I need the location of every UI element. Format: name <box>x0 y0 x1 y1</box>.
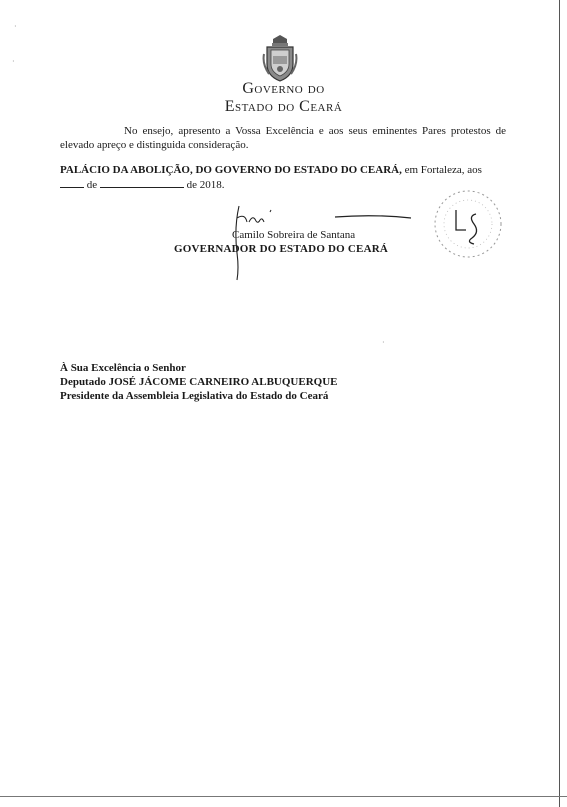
scan-edge-right <box>559 0 560 807</box>
scan-edge-bottom <box>0 796 567 797</box>
addressee-salutation: À Sua Excelência o Senhor <box>60 362 186 374</box>
day-blank <box>60 178 84 188</box>
government-header <box>0 80 567 116</box>
protocol-stamp <box>424 186 508 266</box>
scan-speck: · <box>12 57 15 66</box>
year-text: de 2018. <box>186 179 225 191</box>
addressee-block <box>60 361 337 403</box>
addressee-title: Presidente da Assembleia Legislativa do Estado do Ceará <box>60 390 329 402</box>
coat-of-arms-icon <box>261 34 299 82</box>
addressee-name: Deputado JOSÉ JÁCOME CARNEIRO ALBUQUERQUE <box>60 376 338 388</box>
palace-name: PALÁCIO DA ABOLIÇÃO, DO GOVERNO DO ESTADO DO CEARÁ, <box>60 164 402 176</box>
closing-paragraph-text: No ensejo, apresento a Vossa Excelência e aos seus eminentes Pares protestos de elevado apreço e distinguida consideração. <box>60 125 506 151</box>
scan-speck: · <box>14 22 17 31</box>
header-line-2: Estado do Ceará <box>224 98 343 115</box>
scan-speck: · <box>382 338 385 347</box>
signer-role: GOVERNADOR DO ESTADO DO CEARÁ <box>174 243 388 255</box>
header-line-1: Governo do <box>242 80 325 97</box>
month-blank <box>100 178 184 188</box>
closing-paragraph <box>60 124 506 152</box>
city-text: em Fortaleza, aos <box>401 164 482 176</box>
signer-name: Camilo Sobreira de Santana <box>232 229 356 241</box>
date-separator: de <box>86 179 98 191</box>
